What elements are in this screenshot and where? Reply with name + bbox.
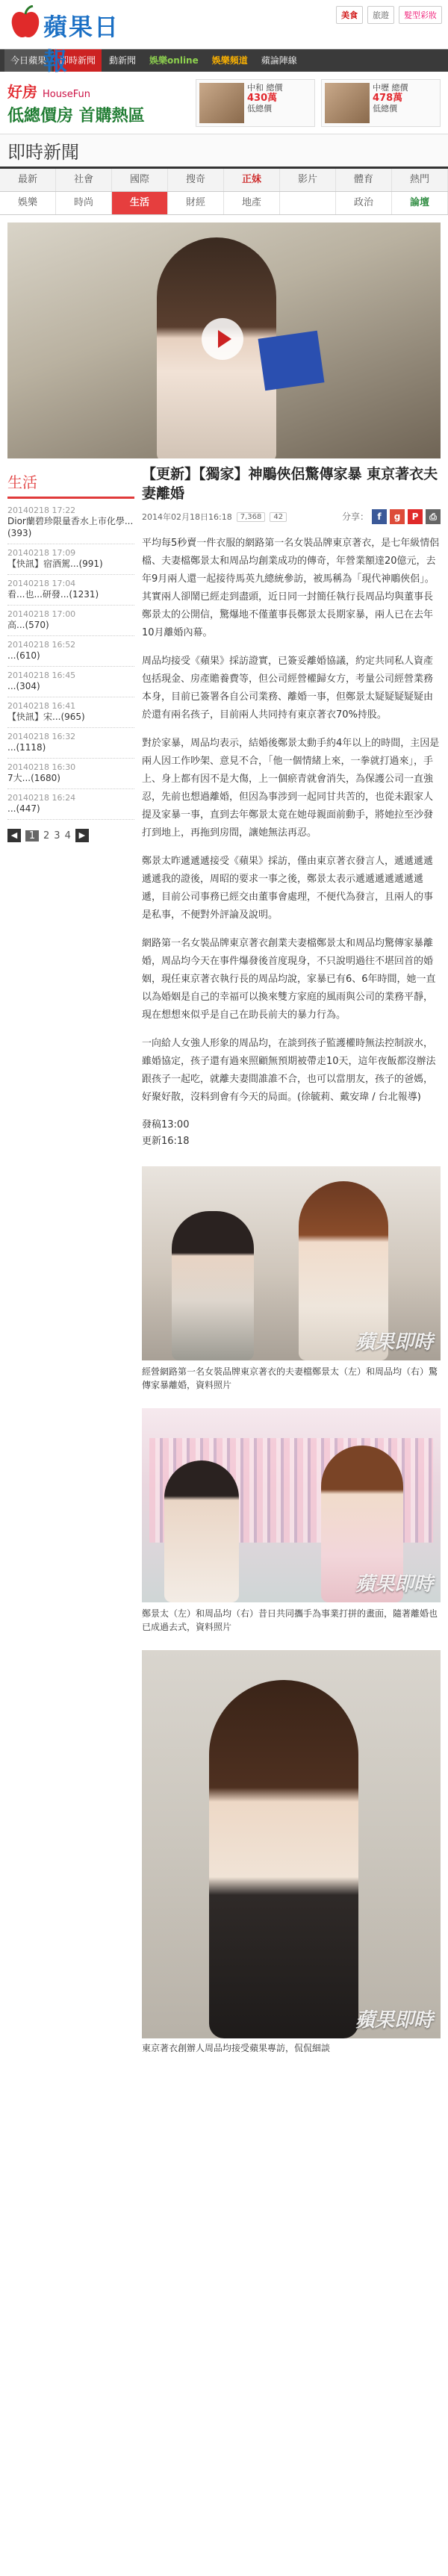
content-layout <box>0 458 448 2055</box>
share-bar <box>342 509 441 524</box>
top-links <box>336 6 442 24</box>
apple-logo-icon <box>10 5 40 40</box>
tab-latest[interactable]: 最新 <box>0 169 56 191</box>
views-count: 7,368 <box>237 512 266 522</box>
ad-left <box>7 80 188 126</box>
ad-banner[interactable] <box>0 72 448 134</box>
item-title[interactable]: 7大...(1680) <box>7 773 60 783</box>
article-meta <box>142 509 441 524</box>
list-item[interactable] <box>7 728 134 759</box>
article <box>142 464 441 2055</box>
article-paragraph: 周品均接受《蘋果》採訪證實，已簽妥離婚協議，約定共同私人資產包括現金、房產贍養費等，但公司經營權歸女方，考量公司經營業務本身，目前已簽署各自公司業務、離婚一事，但鄭景太疑疑疑疑疑由於還有兩名孩子，目前兩人共同持有東京著衣70%持股。 <box>142 656 434 721</box>
article-photo[interactable] <box>142 1650 441 2038</box>
article-paragraph: 平均每5秒賣一件衣服的網路第一名女裝品牌東京著衣，是七年級情侶檔、夫妻檔鄭景太和周品均創業成功的傳奇，年營業額達20億元，去年9月兩人還一起接待馬英九總統參訪，被馬稱為「現代神鵰俠侶」。其實兩人卻鬧已經走到盡頭，近日同一封簡任執行長周品均與董事長鄭景太的公開信，驚爆地不僅董事長鄭景太長期家暴，兩人已在去年10月離婚內幕。 <box>142 538 440 638</box>
item-time: 20140218 16:30 <box>7 762 76 772</box>
article-photo[interactable] <box>142 1408 441 1602</box>
top-link-travel[interactable]: 旅遊 <box>367 6 394 24</box>
video-player[interactable] <box>7 223 441 458</box>
list-item[interactable] <box>7 636 134 667</box>
item-title[interactable]: ...(1118) <box>7 742 46 753</box>
list-item[interactable] <box>7 667 134 697</box>
tab-forum[interactable]: 論壇 <box>392 192 448 214</box>
nav-today[interactable]: 今日蘋果 <box>4 49 52 72</box>
next-page-icon[interactable]: ▶ <box>75 829 89 842</box>
tab-popular[interactable]: 熱門 <box>392 169 448 191</box>
photo-subject <box>172 1211 254 1360</box>
likes-count: 42 <box>270 512 287 522</box>
google-plus-icon[interactable]: g <box>390 509 405 524</box>
article-paragraph: 鄭景太昨遞遞遞接受《蘋果》採訪，僅由東京著衣發言人，遞遞遞遞遞遞我的證後，周昭的要求一事之後，鄭景太表示遞遞遞遞遞遞遞遞，目前公司事務已經交由董事會處理，不便代為發言，且兩人的事是私事，不便對外評論及說明。 <box>142 856 434 921</box>
ad-tile[interactable] <box>196 79 315 127</box>
tab-girls[interactable]: 正妹 <box>224 169 280 191</box>
nav-animation[interactable]: 動新聞 <box>109 55 137 66</box>
sub-tabs <box>0 192 448 215</box>
tab-video[interactable]: 影片 <box>280 169 336 191</box>
photo-watermark: 蘋果即時 <box>355 1331 433 1354</box>
list-item[interactable] <box>7 697 134 728</box>
tab-fashion[interactable]: 時尚 <box>56 192 112 214</box>
ad-tagline: 低總價房 首購熱區 <box>7 106 145 125</box>
prev-page-icon[interactable]: ◀ <box>7 829 21 842</box>
list-item[interactable] <box>7 544 134 575</box>
article-paragraph: 對於家暴，周品均表示，結婚後鄭景太動手約4年以上的時間，主因是兩人因工作吵架、意見不合，「他一個情緒上來，一拳就打過來」，手上、身上都有因不是大傷，上一個瘀青就會消失，為保護公司一直強忍，先前也想過離婚，但因為事涉到一起同甘共苦的，也從未跟家人提及家暴一事，直到去年鄭景太竟在她母親面前動手，將她拉至沙發打到地上，再拖到房間，讓她無法再忍。 <box>142 738 440 839</box>
item-time: 20140218 17:09 <box>7 548 76 558</box>
item-title[interactable]: 看...也...研發...(1231) <box>7 589 99 600</box>
tab-odd[interactable]: 搜奇 <box>168 169 224 191</box>
section-title: 即時新聞 <box>0 134 448 169</box>
list-item[interactable] <box>7 789 134 820</box>
item-title[interactable]: ...(447) <box>7 803 40 814</box>
item-time: 20140218 17:22 <box>7 505 76 515</box>
print-icon[interactable]: ⎙ <box>426 509 441 524</box>
tab-politics[interactable]: 政治 <box>336 192 392 214</box>
list-item[interactable] <box>7 502 134 544</box>
tab-society[interactable]: 社會 <box>56 169 112 191</box>
photo-caption: 經營網路第一名女裝品牌東京著衣的夫妻檔鄭景太（左）和周品均（右）驚傳家暴離婚，資料照片 <box>142 1366 438 1390</box>
updated-time: 更新16:18 <box>142 1136 190 1147</box>
ad-info: 中壢 總價 478萬 低總價 <box>373 82 408 113</box>
nav-realtime[interactable]: 即時新聞 <box>54 49 102 72</box>
item-time: 20140218 16:45 <box>7 671 76 680</box>
item-title[interactable]: 【快訊】宋...(965) <box>7 712 85 722</box>
item-time: 20140218 16:41 <box>7 701 76 711</box>
sidebar <box>7 464 134 2055</box>
ad-thumb-image <box>199 83 244 123</box>
pagination <box>7 829 134 842</box>
top-link-food[interactable]: 美食 <box>336 6 363 24</box>
publish-stamps <box>142 1117 441 1150</box>
item-title[interactable]: ...(304) <box>7 681 40 691</box>
video-sign-image <box>258 331 325 391</box>
tab-property[interactable]: 地產 <box>224 192 280 214</box>
page-4[interactable]: 4 <box>64 830 71 841</box>
nav-entertainment-online[interactable]: 娛樂online <box>149 55 199 66</box>
page-1[interactable]: 1 <box>25 830 39 841</box>
tab-international[interactable]: 國際 <box>112 169 168 191</box>
item-time: 20140218 16:52 <box>7 640 76 650</box>
item-title[interactable]: 高...(570) <box>7 620 49 630</box>
ad-brand: 好房 HouseFun <box>7 82 90 101</box>
tab-life[interactable]: 生活 <box>112 192 168 214</box>
item-title[interactable]: 【快訊】宿酒駕...(991) <box>7 559 103 569</box>
ad-thumb-image <box>325 83 370 123</box>
photo-watermark: 蘋果即時 <box>355 1573 433 1596</box>
list-item[interactable] <box>7 606 134 636</box>
article-paragraph: 一向給人女強人形象的周品均，在談到孩子監護權時無法控制淚水，雖婚協定，孩子還有過來照顧無預期被帶走10天，這年夜飯都沒辦法跟孩子一起吃，就離夫妻間誰誰不合，也可以當朋友，孩子的爸媽，好聚好散，沒料到會有今天的局面。(徐毓莉、戴安瑋 / 台北報導) <box>142 1038 436 1103</box>
photo-caption: 鄭景太（左）和周品均（右）昔日共同攜手為事業打拼的畫面，隨著離婚也已成過去式，資料照片 <box>142 1608 438 1632</box>
facebook-icon[interactable]: f <box>372 509 387 524</box>
logo-text: 蘋果日報 <box>43 13 120 75</box>
photo-subject <box>164 1460 239 1602</box>
tab-sports[interactable]: 體育 <box>336 169 392 191</box>
published-time: 發稿13:00 <box>142 1119 190 1130</box>
page-2[interactable]: 2 <box>43 830 50 841</box>
category-tabs <box>0 169 448 192</box>
ad-tile[interactable] <box>321 79 441 127</box>
photo-caption: 東京著衣創辦人周品均接受蘋果專訪，侃侃細談 <box>142 2043 331 2053</box>
top-link-beauty[interactable]: 髮型彩妝 <box>399 6 442 24</box>
item-time: 20140218 16:24 <box>7 793 76 803</box>
photo-subject <box>209 1680 358 2038</box>
nav-entertainment[interactable]: 娛樂頻道 <box>211 55 248 66</box>
nav-opinion[interactable]: 蘋論陣線 <box>261 55 297 66</box>
item-title[interactable]: ...(610) <box>7 650 40 661</box>
tab-finance[interactable]: 財經 <box>168 192 224 214</box>
play-icon[interactable] <box>202 318 243 360</box>
article-photo[interactable] <box>142 1166 441 1360</box>
ad-tiles <box>196 79 441 127</box>
list-item[interactable] <box>7 575 134 606</box>
article-date: 2014年02月18日16:18 <box>142 512 232 522</box>
article-paragraph: 網路第一名女裝品牌東京著衣創業夫妻檔鄭景太和周品均驚傳家暴離婚，周品均今天在事件爆發後首度現身，不只說明過往不堪回首的婚姻，現任東京著衣執行長的周品均說，家暴已有6、6年時間，她一直以為婚姻是自己的幸福可以換來雙方家庭的風雨與公司的業務平靜，現在想想來似乎是自己在助長前夫的暴力行為。 <box>142 938 436 1021</box>
list-item[interactable] <box>7 759 134 789</box>
item-time: 20140218 17:04 <box>7 579 76 588</box>
item-title[interactable]: Dior蘭碧珍限量香水上市化學...(393) <box>7 516 134 538</box>
item-time: 20140218 17:00 <box>7 609 76 619</box>
tab-spacer <box>280 192 336 214</box>
sidebar-heading: 生活 <box>7 464 134 499</box>
page-3[interactable]: 3 <box>54 830 60 841</box>
article-title: 【更新】【獨家】神鵰俠侶驚傳家暴 東京著衣夫妻離婚 <box>142 466 438 502</box>
share-label: 分享： <box>341 511 369 522</box>
tab-entertainment[interactable]: 娛樂 <box>0 192 56 214</box>
ad-info: 中和 總價 430萬 低總價 <box>247 82 283 113</box>
photo-watermark: 蘋果即時 <box>355 2009 433 2032</box>
plurk-icon[interactable]: P <box>408 509 423 524</box>
item-time: 20140218 16:32 <box>7 732 76 741</box>
